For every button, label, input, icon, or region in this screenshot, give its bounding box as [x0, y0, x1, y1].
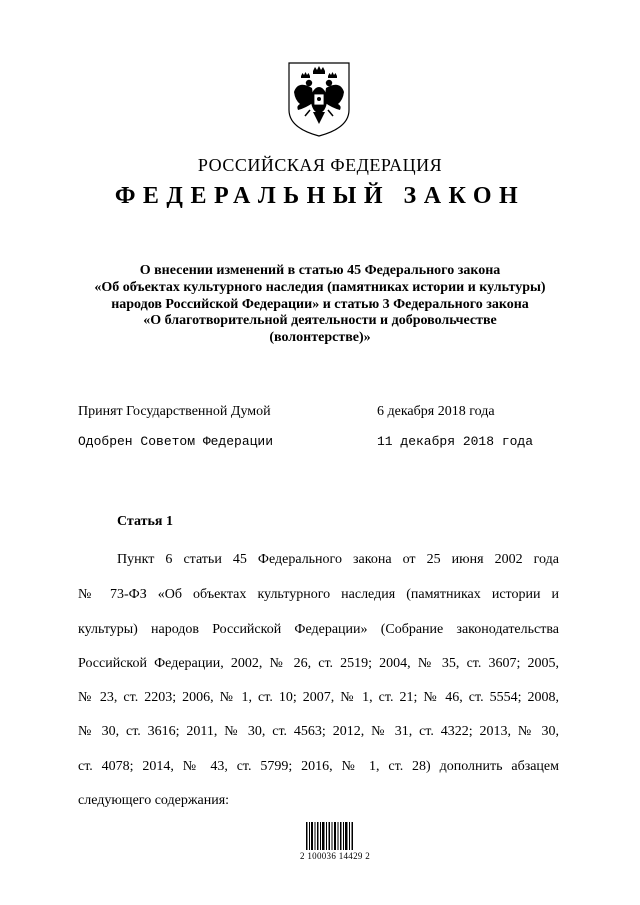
law-title-line: О внесении изменений в статью 45 Федерального закона — [139, 263, 501, 278]
article-text-line: следующего содержания: — [78, 793, 230, 808]
duma-adoption-label: Принят Государственной Думой — [78, 404, 271, 419]
law-title-line: «Об объектах культурного наследия (памятниках истории и культуры) — [94, 279, 546, 295]
coat-of-arms-emblem — [286, 60, 352, 138]
law-title-line: (волонтерстве)» — [269, 330, 371, 346]
law-title-line: «О благотворительной деятельности и добровольчестве — [143, 313, 497, 329]
article-text-line: Пункт 6 статьи 45 Федерального закона от 25 июня 2002 года — [117, 552, 559, 567]
law-title-line: народов Российской Федерации» и статью 3 Федерального закона — [111, 296, 529, 312]
document-type: ФЕДЕРАЛЬНЫЙ ЗАКОН — [114, 183, 526, 209]
duma-adoption-date: 6 декабря 2018 года — [377, 404, 495, 419]
article-text-line: культуры) народов Российской Федерации» (Собрание законодательства — [78, 622, 559, 637]
barcode-number: 2 100036 14429 2 — [300, 851, 371, 861]
article-heading: Статья 1 — [117, 514, 173, 529]
article-text-line: № 30, ст. 3616; 2011, № 30, ст. 4563; 2012, № 31, ст. 4322; 2013, № 30, — [78, 724, 559, 739]
article-text-line: № 23, ст. 2203; 2006, № 1, ст. 10; 2007, № 1, ст. 21; № 46, ст. 5554; 2008, — [78, 690, 559, 705]
law-title — [60, 263, 580, 347]
article-text-line: № 73-ФЗ «Об объектах культурного наследия (памятниках истории и — [78, 587, 559, 602]
article-text-line: ст. 4078; 2014, № 43, ст. 5799; 2016, № 1, ст. 28) дополнить абзацем — [78, 759, 559, 774]
article-text-line: Российской Федерации, 2002, № 26, ст. 2519; 2004, № 35, ст. 3607; 2005, — [78, 656, 559, 671]
country-name: РОССИЙСКАЯ ФЕДЕРАЦИЯ — [197, 155, 443, 175]
council-approval-label: Одобрен Советом Федерации — [78, 434, 274, 449]
council-approval-date: 11 декабря 2018 года — [377, 434, 534, 449]
barcode — [306, 820, 354, 850]
